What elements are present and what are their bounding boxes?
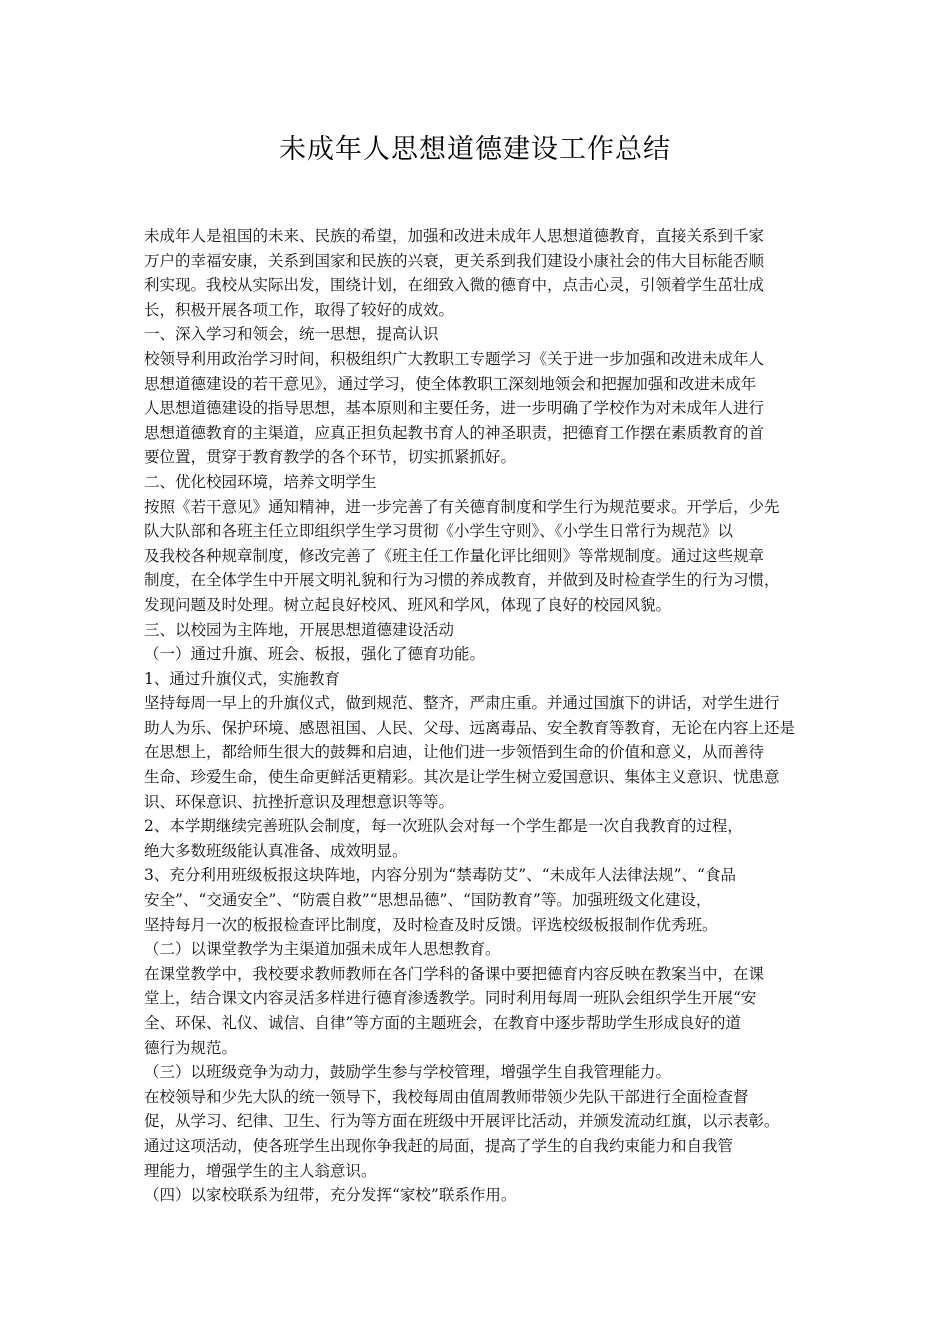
body-line: （三）以班级竞争为动力，鼓励学生参与学校管理，增强学生自我管理能力。	[144, 1063, 672, 1082]
body-line: 德行为规范。	[144, 1038, 238, 1057]
body-line: 3、充分利用班级板报这块阵地，内容分别为“禁毒防艾”、“未成年人法律法规”、“食品	[144, 866, 736, 885]
body-line: 1、通过升旗仪式，实施教育	[144, 669, 340, 688]
body-line: 校领导利用政治学习时间，积极组织广大教职工专题学习《关于进一步加强和改进未成年人	[144, 349, 765, 368]
body-line: 理能力，增强学生的主人翁意识。	[144, 1161, 377, 1180]
body-line: 未成年人是祖国的未来、民族的希望，加强和改进未成年人思想道德教育，直接关系到千家	[144, 227, 765, 245]
body-line: 在校领导和少先大队的统一领导下，我校每周由值周教师带领少先队干部进行全面检查督	[144, 1087, 749, 1106]
body-line: 在思想上，都给师生很大的鼓舞和启迪，让他们进一步领悟到生命的价值和意义，从而善待	[144, 743, 765, 762]
body-line: 思想道德教育的主渠道，应真正担负起教书育人的神圣职责，把德育工作摆在素质教育的首	[144, 423, 765, 442]
body-line: 利实现。我校从实际出发，围绕计划，在细致入微的德育中，点击心灵，引领着学生茁壮成	[144, 276, 765, 295]
body-line: 二、优化校园环境，培养文明学生	[144, 472, 377, 491]
body-line: 队大队部和各班主任立即组织学生学习贯彻《小学生守则》、《小学生日常行为规范》以	[144, 522, 734, 541]
body-line: 坚持每周一早上的升旗仪式，做到规范、整齐，严肃庄重。并通过国旗下的讲话，对学生进行	[144, 694, 780, 713]
body-line: 全、环保、礼仪、诚信、自律”等方面的主题班会，在教育中逐步帮助学生形成良好的道	[144, 1014, 741, 1032]
body-line: 人思想道德建设的指导思想，基本原则和主要任务，进一步明确了学校作为对未成年人进行	[144, 399, 765, 418]
body-line: 在课堂教学中，我校要求教师教师在各门学科的备课中要把德育内容反映在教案当中，在课	[144, 964, 765, 983]
body-line: 要位置，贯穿于教育教学的各个环节，切实抓紧抓好。	[144, 448, 517, 467]
body-line: 发现问题及时处理。树立起良好校风、班风和学风，体现了良好的校园风貌。	[144, 595, 672, 614]
body-line: 助人为乐、保护环境、感恩祖国、人民、父母、远离毒品、安全教育等教育，无论在内容上还是	[144, 718, 796, 737]
body-line: 安全”、“交通安全”、“防震自救”“思想品德”、“国防教育”等。加强班级文化建设，	[144, 891, 712, 910]
body-line: 堂上，结合课文内容灵活多样进行德育渗透教学。同时利用每周一班队会组织学生开展“安	[144, 989, 757, 1008]
document-title: 未成年人思想道德建设工作总结	[279, 134, 671, 165]
body-line: 2、本学期继续完善班队会制度，每一次班队会对每一个学生都是一次自我教育的过程，	[144, 817, 743, 836]
body-line: 长，积极开展各项工作，取得了较好的成效。	[144, 300, 455, 319]
body-line: 万户的幸福安康，关系到国家和民族的兴衰，更关系到我们建设小康社会的伟大目标能否顺	[144, 251, 765, 270]
body-line: 制度，在全体学生中开展文明礼貌和行为习惯的养成教育，并做到及时检查学生的行为习惯，	[144, 571, 780, 590]
document-body	[144, 224, 814, 1208]
body-line: 及我校各种规章制度，修改完善了《班主任工作量化评比细则》等常规制度。通过这些规章	[144, 546, 765, 565]
body-line: （一）通过升旗、班会、板报，强化了德育功能。	[144, 645, 486, 664]
body-line: 三、以校园为主阵地，开展思想道德建设活动	[144, 620, 455, 639]
body-line: 一、深入学习和领会，统一思想，提高认识	[144, 325, 439, 344]
body-line: 按照《若干意见》通知精神，进一步完善了有关德育制度和学生行为规范要求。开学后，少先	[144, 497, 780, 516]
body-line: （四）以家校联系为纽带，充分发挥“家校”联系作用。	[144, 1186, 517, 1205]
body-line: 通过这项活动，使各班学生出现你争我赶的局面，提高了学生的自我约束能力和自我管	[144, 1136, 734, 1155]
body-line: 促，从学习、纪律、卫生、行为等方面在班级中开展评比活动，并颁发流动红旗，以示表彰。	[144, 1112, 780, 1131]
body-line: 生命、珍爱生命，使生命更鲜活更精彩。其次是让学生树立爱国意识、集体主义意识、忧患意	[144, 768, 780, 787]
body-line: 识、环保意识、抗挫折意识及理想意识等等。	[144, 792, 455, 811]
body-line: （二）以课堂教学为主渠道加强未成年人思想教育。	[144, 940, 501, 959]
body-line: 坚持每月一次的板报检查评比制度，及时检查及时反馈。评选校级板报制作优秀班。	[144, 915, 718, 934]
body-line: 思想道德建设的若干意见》，通过学习，使全体教职工深刻地领会和把握加强和改进未成年	[144, 374, 757, 393]
body-line: 绝大多数班级能认真准备、成效明显。	[144, 841, 408, 860]
